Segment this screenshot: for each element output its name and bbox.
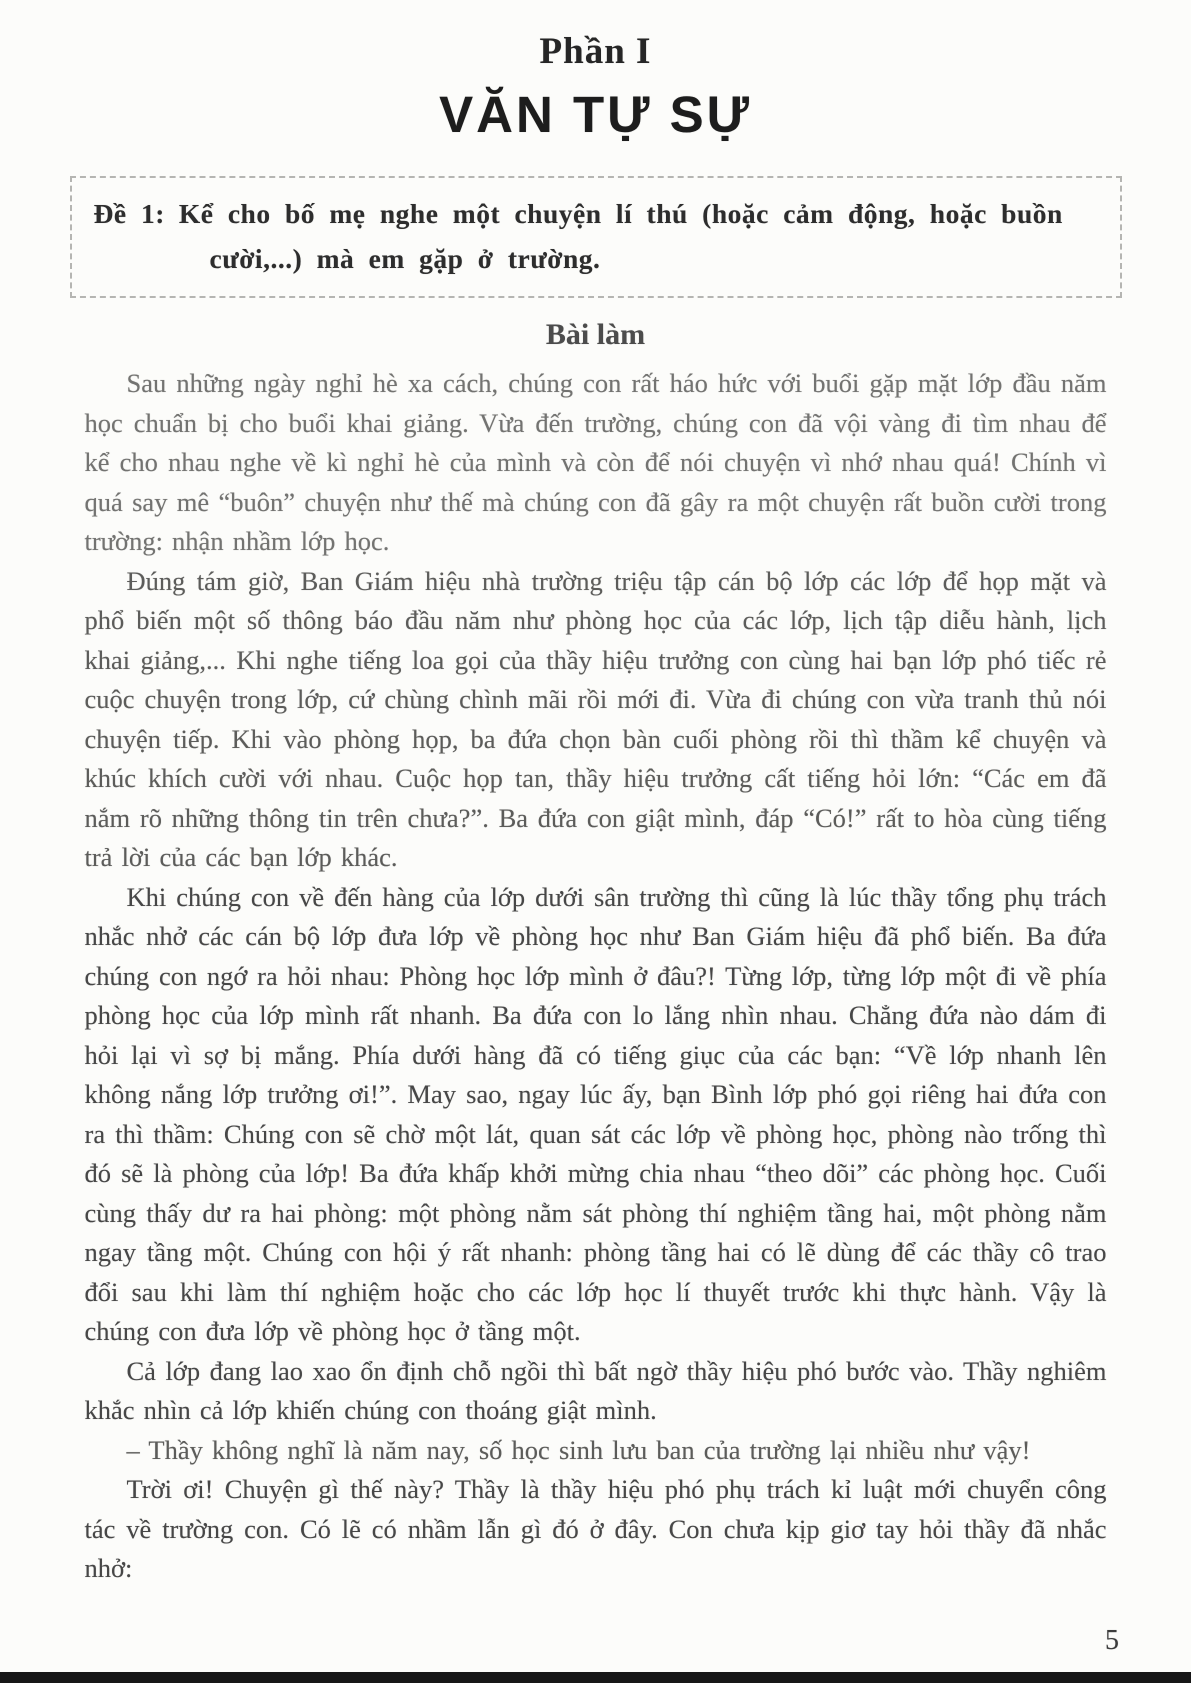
- essay-paragraph-4: Cả lớp đang lao xao ổn định chỗ ngồi thì bất ngờ thầy hiệu phó bước vào. Thầy nghiêm khắc nhìn cả lớp khiến chúng con thoáng giật mình.: [84, 1355, 1107, 1425]
- essay-paragraph-6: Trời ơi! Chuyện gì thế này? Thầy là thầy hiệu phó phụ trách kỉ luật mới chuyển công tác về trường con. Có lẽ có nhầm lẫn gì đó ở đây. Con chưa kịp giơ tay hỏi thầy đã nhắc nhở:: [84, 1474, 1107, 1583]
- essay-heading: Bài làm: [545, 318, 646, 351]
- scan-artifact-bar: [0, 1672, 1191, 1683]
- prompt-text: Kể cho bố mẹ nghe một chuyện lí thú (hoặc cảm động, hoặc buồn cười,...) mà em gặp ở trường.: [178, 198, 1063, 274]
- essay-paragraph-5: – Thầy không nghĩ là năm nay, số học sinh lưu ban của trường lại nhiều như vậy!: [126, 1434, 1031, 1465]
- essay-body: [0, 364, 1191, 1589]
- section-title: VĂN TỰ SỰ: [439, 86, 752, 143]
- part-label: Phần I: [539, 31, 652, 72]
- essay-paragraph-1: Sau những ngày nghỉ hè xa cách, chúng con rất háo hức với buổi gặp mặt lớp đầu năm học chuẩn bị cho buổi khai giảng. Vừa đến trường, chúng con đã vội vàng đi tìm nhau để kể cho nhau nghe về kì nghỉ hè của mình và còn để nói chuyện vì nhớ nhau quá! Chính vì quá say mê “buôn” chuyện như thế mà chúng con đã gây ra một chuyện rất buồn cười trong trường: nhận nhầm lớp học.: [84, 368, 1107, 556]
- essay-paragraph-3: Khi chúng con về đến hàng của lớp dưới sân trường thì cũng là lúc thầy tổng phụ trách nhắc nhở các cán bộ lớp đưa lớp về phòng học như Ban Giám hiệu đã phổ biến. Ba đứa chúng con ngớ ra hỏi nhau: Phòng học lớp mình ở đâu?! Từng lớp, từng lớp một đi về phía phòng học của lớp mình rất nhanh. Ba đứa con lo lắng nhìn nhau. Chẳng đứa nào dám đi hỏi lại vì sợ bị mắng. Phía dưới hàng đã có tiếng giục của các bạn: “Về lớp nhanh lên không nắng lớp trưởng ơi!”. May sao, ngay lúc ấy, bạn Bình lớp phó gọi riêng hai đứa con ra thì thầm: Chúng con sẽ chờ một lát, quan sát các lớp về phòng học, phòng nào trống thì đó sẽ là phòng của lớp! Ba đứa khấp khởi mừng chia nhau “theo dõi” các phòng học. Cuối cùng thấy dư ra hai phòng: một phòng nằm sát phòng thí nghiệm tầng hai, một phòng nằm ngay tầng một. Chúng con hội ý rất nhanh: phòng tầng hai có lẽ dùng để các thầy cô trao đổi sau khi làm thí nghiệm hoặc cho các lớp học lí thuyết trước khi thực hành. Vậy là chúng con đưa lớp về phòng học ở tầng một.: [84, 881, 1107, 1346]
- essay-paragraph-2: Đúng tám giờ, Ban Giám hiệu nhà trường triệu tập cán bộ lớp các lớp để họp mặt và phổ biến một số thông báo đầu năm như phòng học của các lớp, lịch tập diễu hành, lịch khai giảng,... Khi nghe tiếng loa gọi của thầy hiệu trưởng con cùng hai bạn lớp phó tiếc rẻ cuộc chuyện trong lớp, cứ chùng chình mãi rồi mới đi. Vừa đi chúng con vừa tranh thủ nói chuyện tiếp. Khi vào phòng họp, ba đứa chọn bàn cuối phòng rồi thì thầm kể chuyện và khúc khích cười với nhau. Cuộc họp tan, thầy hiệu trưởng cất tiếng hỏi lớn: “Các em đã nắm rõ những thông tin trên chưa?”. Ba đứa con giật mình, đáp “Có!” rất to hòa cùng tiếng trả lời của các bạn lớp khác.: [84, 565, 1107, 872]
- essay-prompt: [94, 191, 1100, 281]
- page-number: 5: [1105, 1625, 1119, 1656]
- essay-prompt-box: [70, 176, 1122, 298]
- prompt-label: Đề 1:: [93, 198, 165, 229]
